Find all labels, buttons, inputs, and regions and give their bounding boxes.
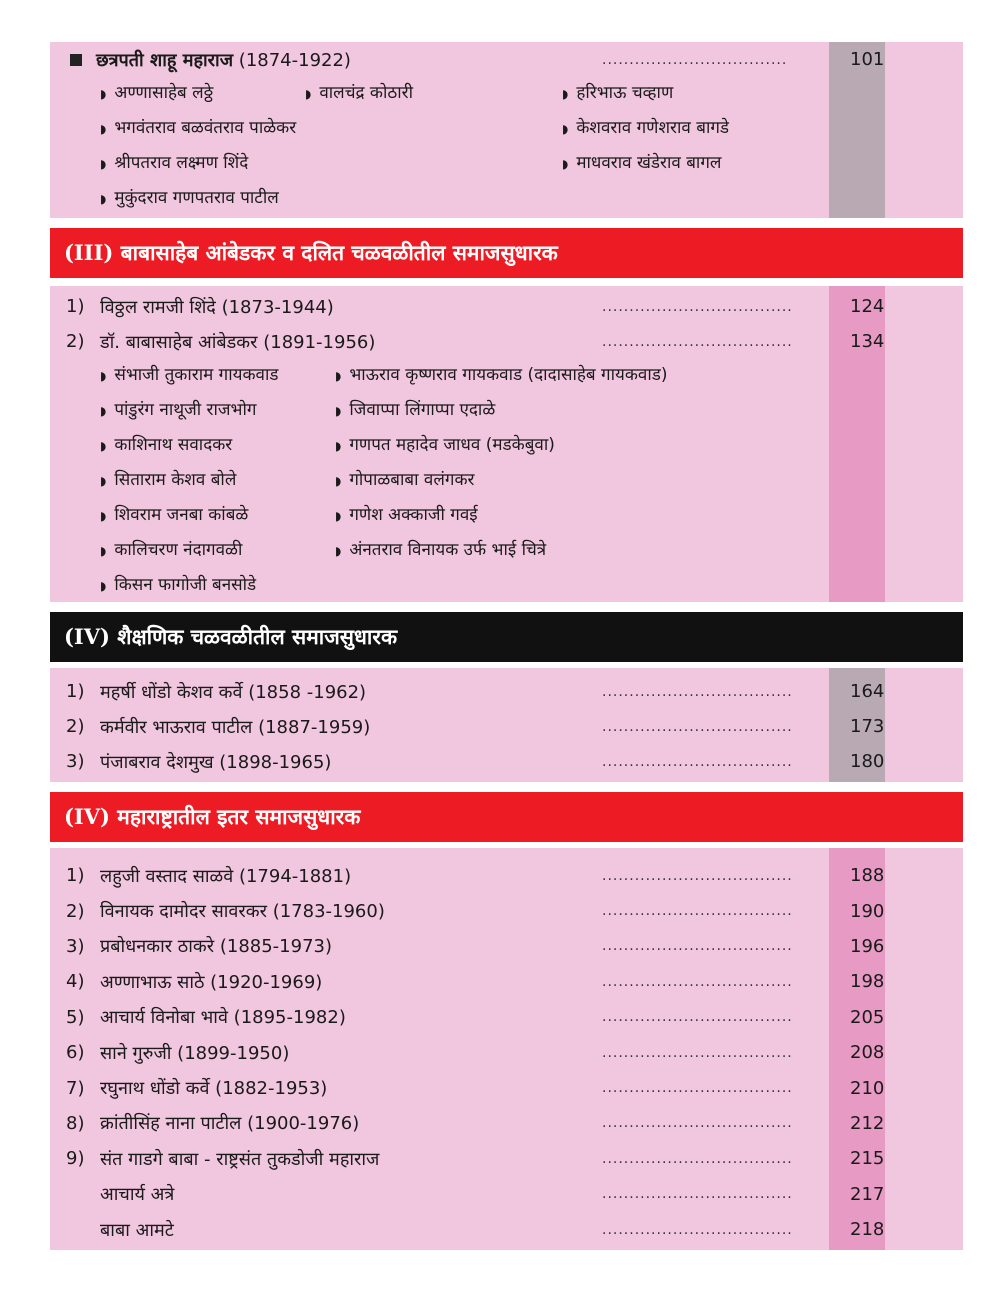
entry-title: आचार्य विनोबा भावे (1895-1982) xyxy=(100,1007,346,1029)
page-number: 134 xyxy=(850,331,885,353)
entry-number: 5) xyxy=(66,1006,85,1028)
bullet-icon: ◗ xyxy=(100,544,107,558)
toc-row[interactable] xyxy=(50,1141,963,1176)
entry-title: पंजाबराव देशमुख (1898-1965) xyxy=(100,751,332,773)
entry-years: (1874-1922) xyxy=(238,49,351,71)
entry-number: 2) xyxy=(66,900,85,922)
bullet-icon: ◗ xyxy=(100,404,107,418)
section-iii-block xyxy=(50,286,963,602)
entry-title: साने गुरुजी (1899-1950) xyxy=(100,1042,290,1064)
section-iv-block xyxy=(50,668,963,782)
sub-item-label: अण्णासाहेब लठ्ठे xyxy=(114,83,214,103)
page-number: 208 xyxy=(850,1042,885,1064)
toc-row[interactable] xyxy=(50,1106,963,1141)
bullet-icon: ◗ xyxy=(335,474,342,488)
sub-item[interactable] xyxy=(335,537,546,560)
toc-row[interactable] xyxy=(50,964,963,999)
entry-number: 2) xyxy=(66,331,85,353)
toc-row[interactable] xyxy=(50,42,963,77)
leader-dots: ................................... xyxy=(602,903,793,920)
page-number: 210 xyxy=(850,1077,885,1099)
page-number: 190 xyxy=(850,900,885,922)
sub-item[interactable] xyxy=(100,397,256,420)
sub-item[interactable] xyxy=(305,80,413,103)
sub-item[interactable] xyxy=(100,432,232,455)
toc-row[interactable] xyxy=(50,674,963,709)
toc-row[interactable] xyxy=(50,858,963,893)
entry-number: 1) xyxy=(66,681,85,703)
page-number: 124 xyxy=(850,296,885,318)
entry-title: कर्मवीर भाऊराव पाटील (1887-1959) xyxy=(100,716,371,738)
bullet-icon: ◗ xyxy=(335,369,342,383)
sub-item[interactable] xyxy=(335,432,555,455)
toc-row[interactable] xyxy=(50,929,963,964)
bullet-icon: ◗ xyxy=(100,509,107,523)
sub-item[interactable] xyxy=(335,467,474,490)
page-number: 198 xyxy=(850,971,885,993)
sub-item[interactable] xyxy=(562,115,729,138)
bullet-icon: ◗ xyxy=(562,157,569,171)
entry-title: क्रांतीसिंह नाना पाटील (1900-1976) xyxy=(100,1113,360,1135)
sub-item-label: काशिनाथ सवादकर xyxy=(114,435,233,455)
entry-number: 9) xyxy=(66,1148,85,1170)
sub-item-label: माधवराव खंडेराव बागल xyxy=(576,153,722,173)
entry-title: डॉ. बाबासाहेब आंबेडकर (1891-1956) xyxy=(100,331,376,353)
sub-item-label: संभाजी तुकाराम गायकवाड xyxy=(114,365,279,385)
entry-title: लहुजी वस्ताद साळवे (1794-1881) xyxy=(100,865,352,887)
bullet-icon: ◗ xyxy=(335,544,342,558)
sub-item-label: पांडुरंग नाथूजी राजभोग xyxy=(114,400,257,420)
toc-row[interactable] xyxy=(50,893,963,928)
entry-title: छत्रपती शाहू महाराज xyxy=(96,49,234,71)
entry-title: विनायक दामोदर सावरकर (1783-1960) xyxy=(100,901,385,923)
page-number: 196 xyxy=(850,935,885,957)
bullet-icon: ◗ xyxy=(562,122,569,136)
leader-dots: ................................... xyxy=(602,1186,793,1203)
sub-item-label: गणेश अक्काजी गवई xyxy=(349,505,478,525)
toc-row[interactable] xyxy=(50,709,963,744)
bullet-icon: ◗ xyxy=(100,369,107,383)
entry-number: 2) xyxy=(66,716,85,738)
sub-item-label: कालिचरण नंदागवळी xyxy=(114,540,243,560)
section-header-iv: (IV) शैक्षणिक चळवळीतील समाजसुधारक xyxy=(50,612,963,662)
sub-item-label: भगवंतराव बळवंतराव पाळेकर xyxy=(114,118,297,138)
leader-dots: ................................... xyxy=(602,333,793,350)
toc-row[interactable] xyxy=(50,1070,963,1105)
sub-item-label: किसन फागोजी बनसोडे xyxy=(114,575,257,595)
page-number: 218 xyxy=(850,1219,885,1241)
sub-item[interactable] xyxy=(100,502,248,525)
sub-item-label: मुकुंदराव गणपतराव पाटील xyxy=(114,188,279,208)
toc-row[interactable] xyxy=(50,1035,963,1070)
entry-number: 4) xyxy=(66,971,85,993)
bullet-icon: ◗ xyxy=(100,122,107,136)
entry-number: 3) xyxy=(66,935,85,957)
page-number: 205 xyxy=(850,1006,885,1028)
top-block xyxy=(50,42,963,218)
sub-item[interactable] xyxy=(100,362,279,385)
sub-item-label: गोपाळबाबा वलंगकर xyxy=(349,470,475,490)
bullet-icon: ◗ xyxy=(100,192,107,206)
page-number: 164 xyxy=(850,681,885,703)
sub-item-label: गणपत महादेव जाधव (मडकेबुवा) xyxy=(349,435,555,455)
toc-page xyxy=(50,42,963,1250)
page-number: 217 xyxy=(850,1183,885,1205)
sub-item[interactable] xyxy=(562,150,721,173)
entry-title: अण्णाभाऊ साठे (1920-1969) xyxy=(100,971,323,993)
toc-row[interactable] xyxy=(50,289,963,324)
sub-item-label: श्रीपतराव लक्ष्मण शिंदे xyxy=(114,153,249,173)
entry-number: 8) xyxy=(66,1112,85,1134)
leader-dots: ................................... xyxy=(602,973,793,990)
leader-dots: ................................... xyxy=(602,1080,793,1097)
entry-title: प्रबोधनकार ठाकरे (1885-1973) xyxy=(100,936,332,958)
toc-row[interactable] xyxy=(50,1177,963,1212)
bullet-icon: ◗ xyxy=(305,87,312,101)
section-other-block xyxy=(50,848,963,1250)
toc-row[interactable] xyxy=(50,324,963,359)
entry-number: 1) xyxy=(66,865,85,887)
bullet-icon: ◗ xyxy=(335,439,342,453)
sub-item[interactable] xyxy=(100,150,248,173)
sub-item[interactable] xyxy=(335,397,495,420)
sub-item[interactable] xyxy=(100,80,213,103)
entry-title: संत गाडगे बाबा - राष्ट्रसंत तुकडोजी महाराज xyxy=(100,1148,380,1170)
toc-row[interactable] xyxy=(50,744,963,779)
page-number: 180 xyxy=(850,751,885,773)
leader-dots: ................................... xyxy=(602,867,793,884)
entry-title: बाबा आमटे xyxy=(100,1219,174,1241)
leader-dots: ................................... xyxy=(602,1150,793,1167)
sub-item[interactable] xyxy=(100,185,279,208)
sub-item-label: केशवराव गणेशराव बागडे xyxy=(576,118,730,138)
page-number: 212 xyxy=(850,1112,885,1134)
sub-item-label: शिवराम जनबा कांबळे xyxy=(114,505,249,525)
bullet-icon: ◗ xyxy=(100,474,107,488)
page-number: 188 xyxy=(850,865,885,887)
sub-item[interactable] xyxy=(100,467,236,490)
leader-dots: ................................... xyxy=(602,1221,793,1238)
entry-number: 3) xyxy=(66,751,85,773)
leader-dots: ................................... xyxy=(602,718,793,735)
sub-item-label: भाऊराव कृष्णराव गायकवाड (दादासाहेब गायकवाड) xyxy=(349,365,668,385)
bullet-icon: ◗ xyxy=(335,404,342,418)
leader-dots: ................................... xyxy=(602,1044,793,1061)
leader-dots: .................................. xyxy=(602,51,788,68)
sub-item-label: वालचंद्र कोठारी xyxy=(319,83,414,103)
sub-item[interactable] xyxy=(335,502,478,525)
sub-item-label: हरिभाऊ चव्हाण xyxy=(576,83,674,103)
sub-item[interactable] xyxy=(562,80,673,103)
entry-title xyxy=(70,48,351,72)
entry-number: 7) xyxy=(66,1077,85,1099)
entry-title: विठ्ठल रामजी शिंदे (1873-1944) xyxy=(100,296,334,318)
entry-title: आचार्य अत्रे xyxy=(100,1184,175,1206)
sub-item-label: जिवाप्पा लिंगाप्पा एदाळे xyxy=(349,400,496,420)
sub-item[interactable] xyxy=(100,572,256,595)
page-number: 173 xyxy=(850,716,885,738)
sub-item-label: अंनतराव विनायक उर्फ भाई चित्रे xyxy=(349,540,547,560)
section-header-iii: (III) बाबासाहेब आंबेडकर व दलित चळवळीतील समाजसुधारक xyxy=(50,228,963,278)
entry-title: रघुनाथ धोंडो कर्वे (1882-1953) xyxy=(100,1078,328,1100)
bullet-icon: ◗ xyxy=(335,509,342,523)
bullet-icon: ◗ xyxy=(100,439,107,453)
leader-dots: ................................... xyxy=(602,683,793,700)
sub-item[interactable] xyxy=(335,362,668,385)
bullet-icon: ◗ xyxy=(100,579,107,593)
entry-number: 6) xyxy=(66,1042,85,1064)
page-number: 215 xyxy=(850,1148,885,1170)
square-bullet-icon xyxy=(70,54,82,66)
sub-item[interactable] xyxy=(100,115,296,138)
bullet-icon: ◗ xyxy=(100,157,107,171)
leader-dots: ................................... xyxy=(602,1009,793,1026)
entry-title: महर्षी धोंडो केशव कर्वे (1858 -1962) xyxy=(100,681,367,703)
bullet-icon: ◗ xyxy=(562,87,569,101)
sub-item-label: सिताराम केशव बोले xyxy=(114,470,237,490)
bullet-icon: ◗ xyxy=(100,87,107,101)
entry-number: 1) xyxy=(66,296,85,318)
sub-item[interactable] xyxy=(100,537,242,560)
leader-dots: ................................... xyxy=(602,298,793,315)
toc-row[interactable] xyxy=(50,1000,963,1035)
leader-dots: ................................... xyxy=(602,753,793,770)
leader-dots: ................................... xyxy=(602,938,793,955)
section-header-other: (IV) महाराष्ट्रातील इतर समाजसुधारक xyxy=(50,792,963,842)
page-number: 101 xyxy=(850,49,885,71)
toc-row[interactable] xyxy=(50,1212,963,1247)
leader-dots: ................................... xyxy=(602,1115,793,1132)
